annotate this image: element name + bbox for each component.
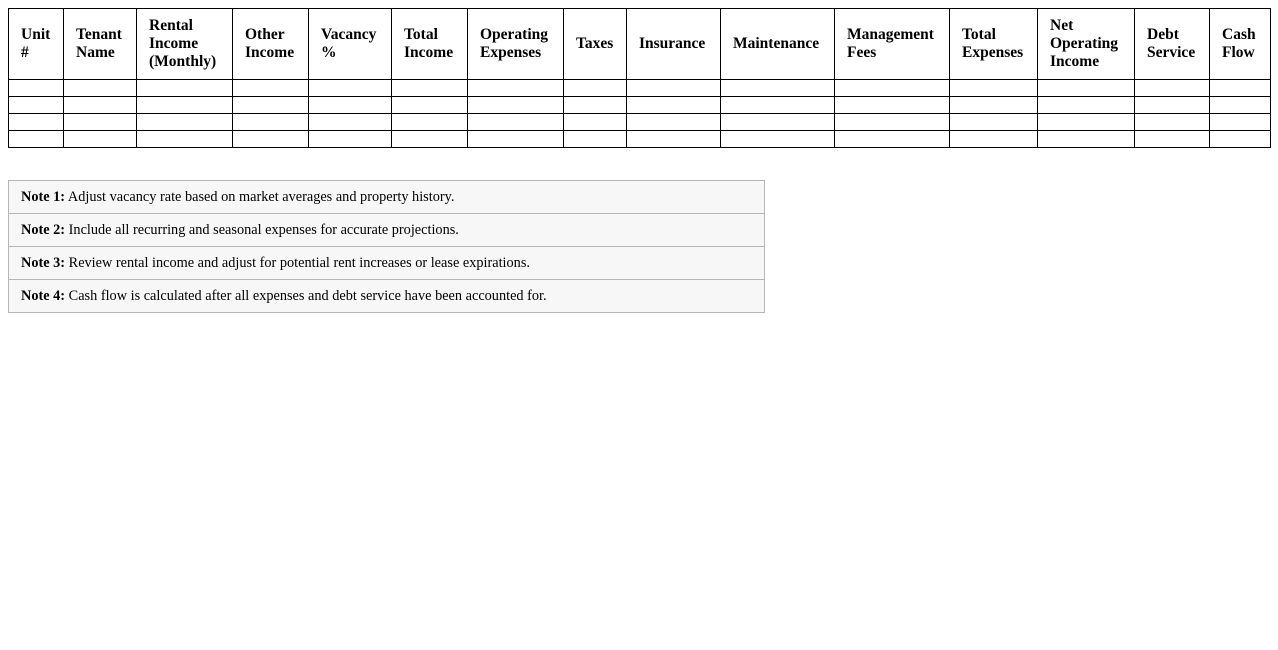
table-cell[interactable] [721,97,835,114]
notes-panel [8,180,765,313]
table-cell[interactable] [309,131,392,148]
note-text: Adjust vacancy rate based on market averages and property history. [67,189,455,205]
table-cell[interactable] [309,80,392,97]
table-cell[interactable] [721,80,835,97]
table-cell[interactable] [1210,114,1271,131]
table-cell[interactable] [137,131,233,148]
note-label: Note 3: [21,255,66,271]
table-cell[interactable] [627,131,721,148]
table-cell[interactable] [64,97,137,114]
note-text: Review rental income and adjust for potential rent increases or lease expirations. [68,255,530,271]
table-row [9,80,1271,97]
table-cell[interactable] [137,114,233,131]
column-header-insurance: Insurance [627,9,721,80]
table-cell[interactable] [835,80,950,97]
note-item [9,214,764,247]
table-cell[interactable] [233,114,309,131]
column-header-total-expenses: Total Expenses [950,9,1038,80]
table-cell[interactable] [392,114,468,131]
table-cell[interactable] [564,131,627,148]
column-header-net-operating-income: Net Operating Income [1038,9,1135,80]
table-cell[interactable] [468,97,564,114]
table-cell[interactable] [233,131,309,148]
table-cell[interactable] [64,131,137,148]
table-cell[interactable] [64,114,137,131]
table-cell[interactable] [950,131,1038,148]
table-cell[interactable] [233,97,309,114]
table-cell[interactable] [9,114,64,131]
column-header-other-income: Other Income [233,9,309,80]
table-cell[interactable] [627,114,721,131]
note-text: Cash flow is calculated after all expenses and debt service have been accounted for. [68,288,547,304]
table-cell[interactable] [9,97,64,114]
table-cell[interactable] [627,97,721,114]
table-cell[interactable] [721,114,835,131]
table-cell[interactable] [468,80,564,97]
column-header-management-fees: Management Fees [835,9,950,80]
table-cell[interactable] [835,131,950,148]
table-cell[interactable] [309,114,392,131]
table-cell[interactable] [1135,97,1210,114]
table-cell[interactable] [1038,97,1135,114]
table-cell[interactable] [950,97,1038,114]
table-cell[interactable] [468,114,564,131]
column-header-taxes: Taxes [564,9,627,80]
table-cell[interactable] [835,114,950,131]
table-cell[interactable] [835,97,950,114]
note-item [9,280,764,312]
table-cell[interactable] [721,131,835,148]
table-cell[interactable] [1135,114,1210,131]
column-header-tenant-name: Tenant Name [64,9,137,80]
note-label: Note 4: [21,288,66,304]
table-cell[interactable] [564,80,627,97]
table-cell[interactable] [627,80,721,97]
table-cell[interactable] [1135,131,1210,148]
table-cell[interactable] [468,131,564,148]
note-item [9,181,764,214]
column-header-unit: Unit # [9,9,64,80]
column-header-cash-flow: Cash Flow [1210,9,1271,80]
table-cell[interactable] [392,131,468,148]
table-row [9,131,1271,148]
note-text: Include all recurring and seasonal expenses for accurate projections. [68,222,459,238]
table-cell[interactable] [309,97,392,114]
table-cell[interactable] [233,80,309,97]
table-cell[interactable] [950,80,1038,97]
table-cell[interactable] [137,97,233,114]
column-header-debt-service: Debt Service [1135,9,1210,80]
table-row [9,97,1271,114]
note-label: Note 1: [21,189,66,205]
table-cell[interactable] [392,97,468,114]
table-cell[interactable] [1038,114,1135,131]
table-cell[interactable] [392,80,468,97]
table-row [9,114,1271,131]
table-cell[interactable] [950,114,1038,131]
table-cell[interactable] [1210,131,1271,148]
table-cell[interactable] [1210,97,1271,114]
note-label: Note 2: [21,222,66,238]
table-header-row [9,9,1271,80]
cash-flow-table [8,8,1271,148]
table-cell[interactable] [1210,80,1271,97]
column-header-rental-income: Rental Income (Monthly) [137,9,233,80]
table-cell[interactable] [9,131,64,148]
table-body [9,80,1271,148]
table-cell[interactable] [64,80,137,97]
column-header-total-income: Total Income [392,9,468,80]
column-header-operating-expenses: Operating Expenses [468,9,564,80]
table-cell[interactable] [1135,80,1210,97]
table-cell[interactable] [9,80,64,97]
table-cell[interactable] [564,114,627,131]
table-cell[interactable] [1038,80,1135,97]
table-cell[interactable] [1038,131,1135,148]
note-item [9,247,764,280]
table-cell[interactable] [564,97,627,114]
column-header-maintenance: Maintenance [721,9,835,80]
column-header-vacancy: Vacancy % [309,9,392,80]
table-cell[interactable] [137,80,233,97]
